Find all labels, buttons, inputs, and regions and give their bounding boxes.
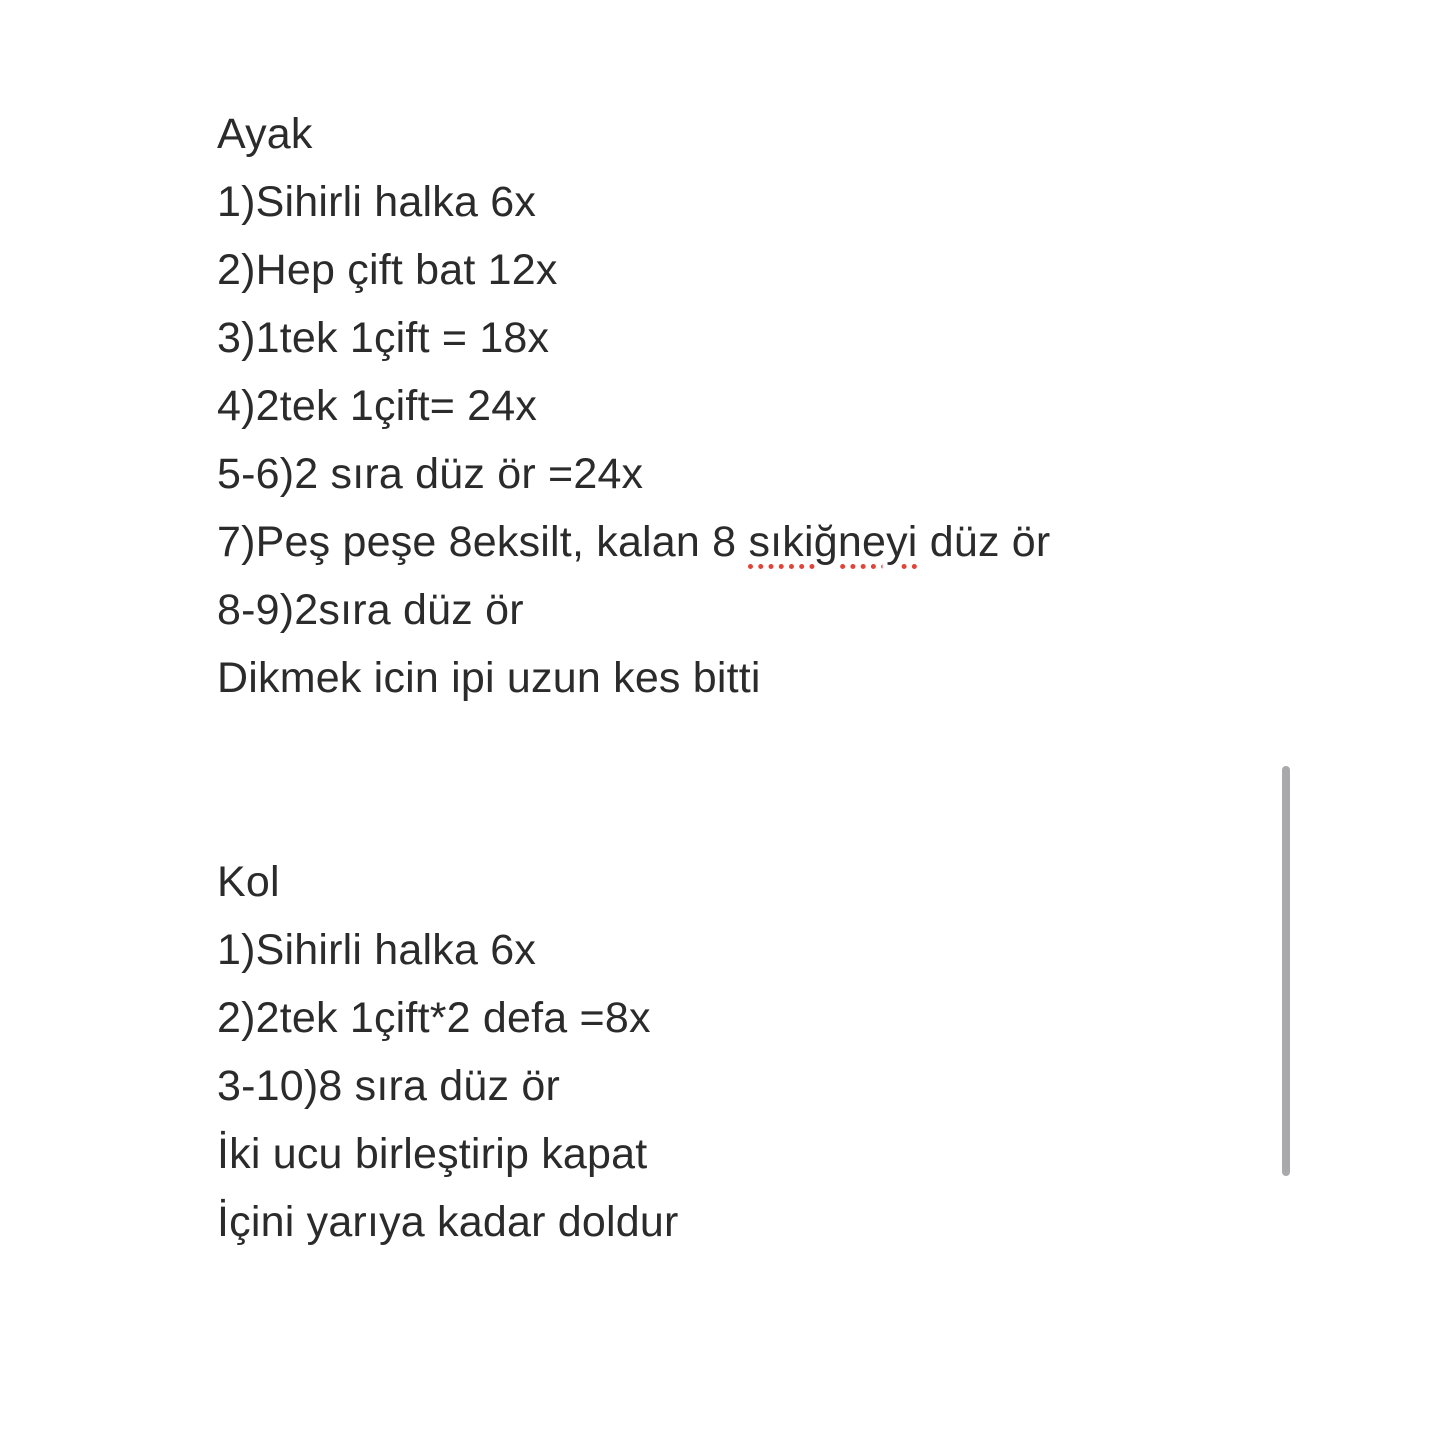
note-line: 1)Sihirli halka 6x [217, 178, 537, 226]
note-line-step-7 [217, 508, 1257, 576]
note-line: 5-6)2 sıra düz ör =24x [217, 450, 644, 498]
note-line: İçini yarıya kadar doldur [217, 1198, 679, 1246]
blank-line [217, 780, 1257, 848]
step-7-prefix: 7)Peş peşe 8eksilt, kalan 8 [217, 518, 749, 566]
note-line: 1)Sihirli halka 6x [217, 926, 537, 974]
note-line: 4)2tek 1çift= 24x [217, 382, 538, 430]
step-7-suffix: düz ör [917, 518, 1051, 566]
section-title-ayak: Ayak [217, 110, 313, 158]
note-line: İki ucu birleştirip kapat [217, 1130, 648, 1178]
note-line: 2)Hep çift bat 12x [217, 246, 558, 294]
misspelled-word[interactable]: sıkiğneyi [748, 518, 918, 566]
note-line: Dikmek icin ipi uzun kes bitti [217, 654, 761, 702]
blank-line [217, 712, 1257, 780]
note-line: 2)2tek 1çift*2 defa =8x [217, 994, 651, 1042]
note-line: 8-9)2sıra düz ör [217, 586, 524, 634]
section-title-kol: Kol [217, 858, 280, 906]
note-line: 3)1tek 1çift = 18x [217, 314, 550, 362]
vertical-scrollbar[interactable] [1282, 766, 1290, 1176]
note-line: 3-10)8 sıra düz ör [217, 1062, 560, 1110]
note-body[interactable] [217, 100, 1257, 1256]
